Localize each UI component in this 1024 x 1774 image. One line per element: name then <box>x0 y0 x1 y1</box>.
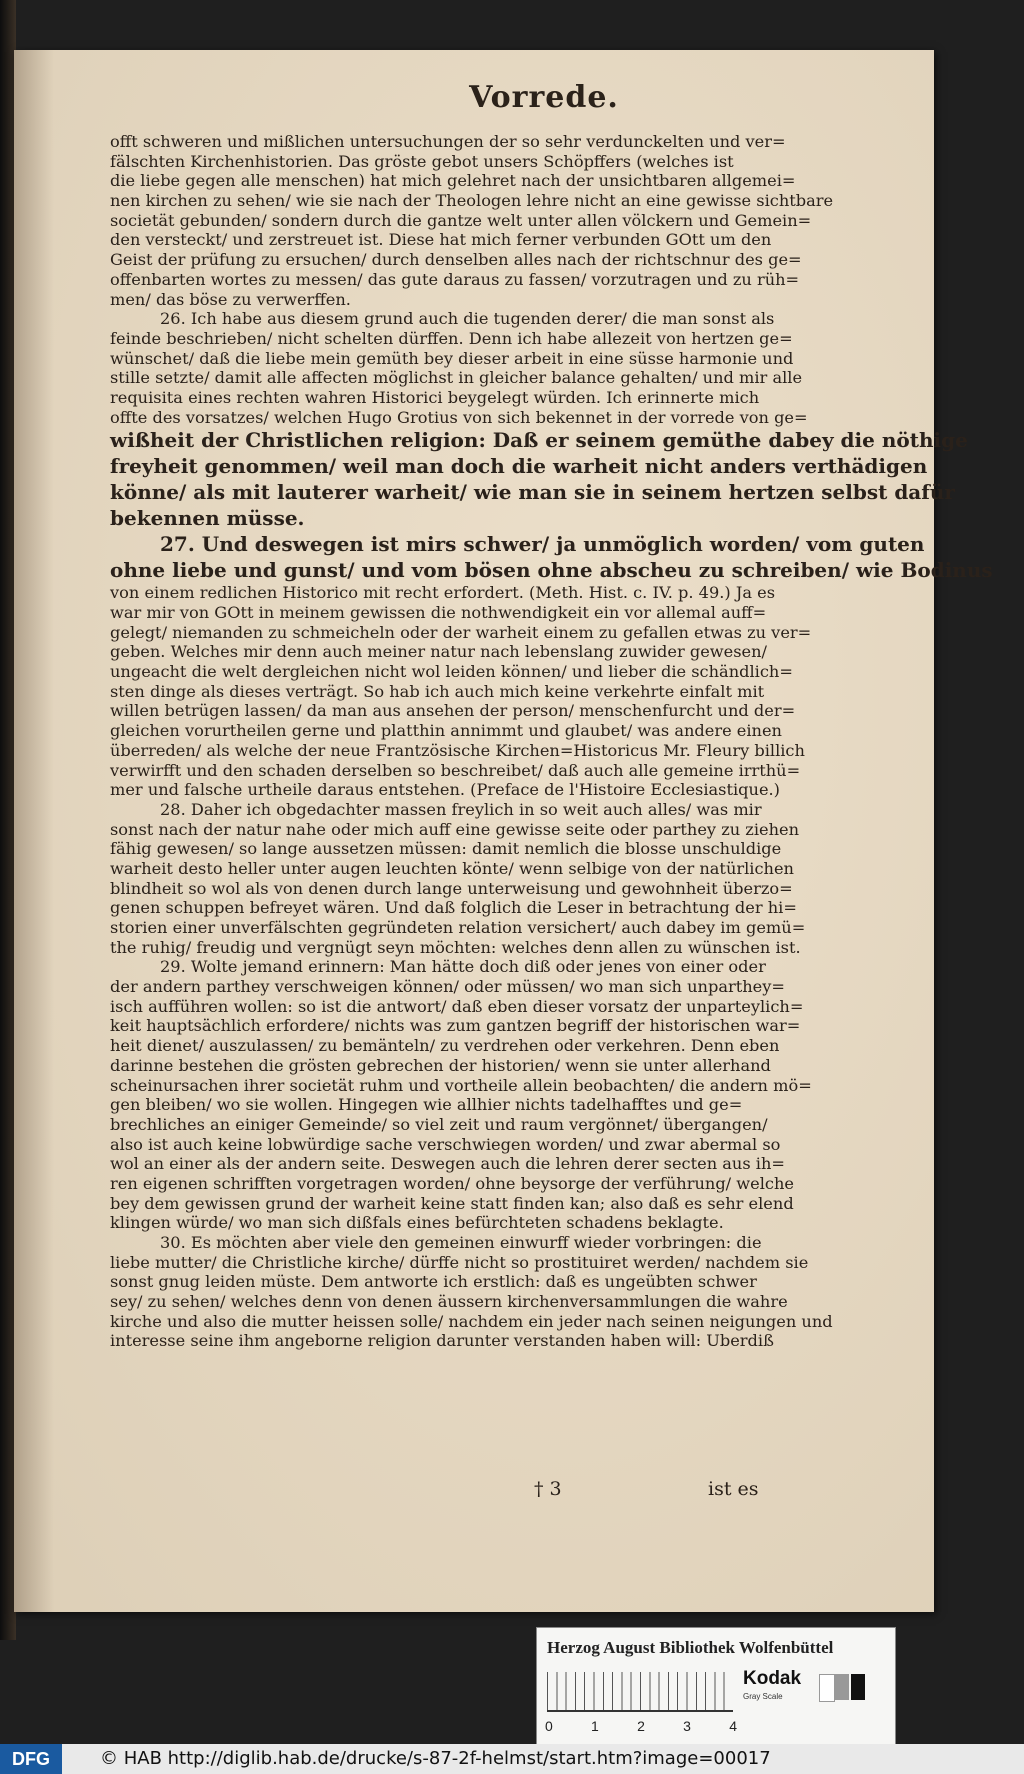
text-line: überreden/ als welche der neue Frantzösische Kirchen=Historicus Mr. Fleury billich <box>110 740 805 760</box>
text-line: the ruhig/ freudig und vergnügt seyn möchten: welches denn allen zu wünschen ist. <box>110 937 801 957</box>
running-head: Vorrede. <box>469 80 619 115</box>
text-line: von einem redlichen Historico mit recht erfordert. (Meth. Hist. c. IV. p. 49.) Ja es <box>110 583 776 603</box>
text-line: wünschet/ daß die liebe mein gemüth bey dieser arbeit in eine süsse harmonie und <box>110 348 794 368</box>
text-line: interesse seine ihm angeborne religion darunter verstanden haben will: Uberdiß <box>110 1331 774 1351</box>
ruler-number: 3 <box>683 1718 691 1734</box>
text-line: heit dienet/ auszulassen/ zu bemänteln/ zu verdrehen oder verkehren. Denn eben <box>110 1036 780 1056</box>
text-line: Geist der prüfung zu ersuchen/ durch denselben alles nach der richtschnur des ge= <box>110 250 802 270</box>
text-line: war mir von GOtt in meinem gewissen die nothwendigkeit ein vor allemal auff= <box>110 603 767 622</box>
text-line: offenbarten wortes zu messen/ das gute daraus zu fassen/ vorzutragen und zu rüh= <box>110 269 800 289</box>
text-line: brechliches an einiger Gemeinde/ so viel zeit und raum vergönnet/ übergangen/ <box>110 1114 768 1134</box>
gray-scale-label: Gray Scale <box>743 1692 783 1701</box>
text-line: blindheit so wol als von denen durch lange unterweisung und gewohnheit überzo= <box>110 878 793 898</box>
text-line: offt schweren und mißlichen untersuchungen der so sehr verdunckelten und ver= <box>110 132 786 151</box>
text-line: storien einer unverfälschten gegründeten relation versichert/ auch dabey im gemü= <box>110 918 806 937</box>
text-line: nen kirchen zu sehen/ wie sie nach der Theologen lehre nicht an eine gewisse sichtbare <box>110 191 834 211</box>
ruler-scale <box>547 1672 733 1712</box>
text-line: bekennen müsse. <box>110 506 305 531</box>
text-line: keit hauptsächlich erfordere/ nichts was zum gantzen begriff der historischen war= <box>110 1016 801 1036</box>
signature-mark: † 3 <box>534 1478 562 1500</box>
text-line: sonst gnug leiden müste. Dem antworte ich erstlich: daß es ungeübten schwer <box>110 1272 757 1292</box>
body-text <box>110 132 993 1351</box>
text-line: bey dem gewissen grund der warheit keine statt finden kan; also daß es sehr elend <box>110 1193 794 1213</box>
text-line: offte des vorsatzes/ welchen Hugo Grotius von sich bekennet in der vorrede von ge= <box>110 407 808 427</box>
text-line: 26. Ich habe aus diesem grund auch die tugenden derer/ die man sonst als <box>160 309 775 329</box>
text-line: kirche und also die mutter heissen solle/ nachdem ein jeder nach seinen neigungen und <box>110 1311 833 1331</box>
text-line: men/ das böse zu verwerffen. <box>110 289 351 309</box>
text-line: geben. Welches mir denn auch meiner natur nach lebenslang zuwider gewesen/ <box>110 642 768 662</box>
text-line: feinde beschrieben/ nicht schelten dürffen. Denn ich habe allezeit von hertzen ge= <box>110 328 793 348</box>
book-page <box>14 50 993 1612</box>
text-line: den versteckt/ und zerstreuet ist. Diese hat mich ferner verbunden GOtt um den <box>110 230 772 250</box>
text-line: 29. Wolte jemand erinnern: Man hätte doch diß oder jenes von einer oder <box>160 957 766 977</box>
text-line: requisita eines rechten wahren Historici beygelegt würden. Ich erinnerte mich <box>110 387 760 407</box>
text-line: der andern parthey verschweigen können/ oder müssen/ wo man sich unparthey= <box>110 977 785 997</box>
text-line: genen schuppen befreyet wären. Und daß folglich die Leser in betrachtung der hi= <box>110 898 797 918</box>
text-line: sten dinge als dieses verträgt. So hab ich auch mich keine verkehrte einfalt mit <box>110 681 765 701</box>
text-line: wißheit der Christlichen religion: Daß er seinem gemüthe dabey die nöthige <box>110 428 968 453</box>
text-line: 27. Und deswegen ist mirs schwer/ ja unmöglich worden/ vom guten <box>160 532 925 557</box>
text-line: liebe mutter/ die Christliche kirche/ dürffe nicht so prostituiret werden/ nachdem sie <box>110 1252 809 1272</box>
text-line: sonst nach der natur nahe oder mich auff eine gewisse seite oder parthey zu ziehen <box>110 819 800 839</box>
text-line: gen bleiben/ wo sie wollen. Hingegen wie allhier nichts tadelhafftes und ge= <box>110 1095 743 1115</box>
gray-patch-black <box>851 1674 865 1700</box>
text-line: ungeacht die welt dergleichen nicht wol leiden können/ und lieber die schändlich= <box>110 662 793 682</box>
dfg-logo: DFG <box>0 1744 62 1774</box>
text-line: ohne liebe und gunst/ und vom bösen ohne abscheu zu schreiben/ wie Bodinus <box>110 558 993 583</box>
text-line: 28. Daher ich obgedachter massen freylich in so weit auch alles/ was mir <box>160 799 762 819</box>
gray-patch-mid <box>835 1674 849 1700</box>
copyright-url[interactable]: © HAB http://diglib.hab.de/drucke/s-87-2f-helmst/start.htm?image=00017 <box>100 1748 771 1769</box>
text-line: die liebe gegen alle menschen) hat mich gelehret nach der unsichtbaren allgemei= <box>110 171 796 191</box>
text-line: wol an einer als der andern seite. Deswegen auch die lehren derer secten aus ih= <box>110 1154 785 1174</box>
text-line: darinne bestehen die grösten gebrechen der historien/ wenn sie unter allerhand <box>110 1055 771 1075</box>
text-line: könne/ als mit lauterer warheit/ wie man sie in seinem hertzen selbst dafür <box>110 480 955 505</box>
ruler-numbers <box>545 1718 737 1734</box>
text-line: ren eigenen schrifften vorgetragen worden/ ohne beysorge der verführung/ welche <box>110 1173 794 1193</box>
text-line: willen betrügen lassen/ da man aus ansehen der person/ menschenfurcht und der= <box>110 701 796 721</box>
gray-patch-white <box>819 1674 835 1702</box>
text-line: 30. Es möchten aber viele den gemeinen einwurff wieder vorbringen: die <box>160 1233 762 1252</box>
catchword: ist es <box>708 1478 759 1500</box>
text-line: warheit desto heller unter augen leuchten könte/ wenn selbige von der natürlichen <box>110 858 794 878</box>
text-line: fälschten Kirchenhistorien. Das gröste gebot unsers Schöpffers (welches ist <box>110 151 734 171</box>
ruler-number: 1 <box>591 1718 599 1734</box>
text-line: also ist auch keine lobwürdige sache verschwiegen worden/ und zwar abermal so <box>110 1134 781 1154</box>
text-line: stille setzte/ damit alle affecten möglichst in gleicher balance gehalten/ und mir alle <box>110 368 803 388</box>
text-line: gelegt/ niemanden zu schmeicheln oder der warheit einem zu gefallen etwas zu ver= <box>110 622 812 642</box>
text-line: sey/ zu sehen/ welches denn von denen äussern kirchenversammlungen die wahre <box>110 1292 788 1312</box>
footer-bar <box>0 1744 1024 1774</box>
ruler-number: 4 <box>729 1718 737 1734</box>
library-color-card <box>536 1627 896 1749</box>
text-line: verwirfft und den schaden derselben so beschreibet/ daß auch alle gemeine irrthü= <box>110 760 801 780</box>
text-line: isch aufführen wollen: so ist die antwort/ daß eben dieser vorsatz der unparteylich= <box>110 996 804 1016</box>
ruler-number: 2 <box>637 1718 645 1734</box>
text-line: scheinursachen ihrer societät ruhm und vortheile allein beobachten/ die andern mö= <box>110 1075 812 1095</box>
text-line: mer und falsche urtheile daraus entstehen. (Preface de l'Histoire Ecclesiastique.) <box>110 780 780 800</box>
text-line: fähig gewesen/ so lange aussetzen müssen: damit nemlich die blosse unschuldige <box>110 839 782 859</box>
text-line: gleichen vorurtheilen gerne und platthin annimmt und glaubet/ was andere einen <box>110 721 782 741</box>
text-line: freyheit genommen/ weil man doch die warheit nicht anders verthädigen <box>110 454 928 479</box>
ruler-number: 0 <box>545 1718 553 1734</box>
text-line: societät gebunden/ sondern durch die gantze welt unter allen völckern und Gemein= <box>110 210 812 230</box>
text-line: klingen würde/ wo man sich dißfals eines befürchteten schadens beklagte. <box>110 1213 724 1233</box>
kodak-brand: Kodak <box>743 1668 802 1689</box>
library-name: Herzog August Bibliothek Wolfenbüttel <box>547 1638 834 1657</box>
